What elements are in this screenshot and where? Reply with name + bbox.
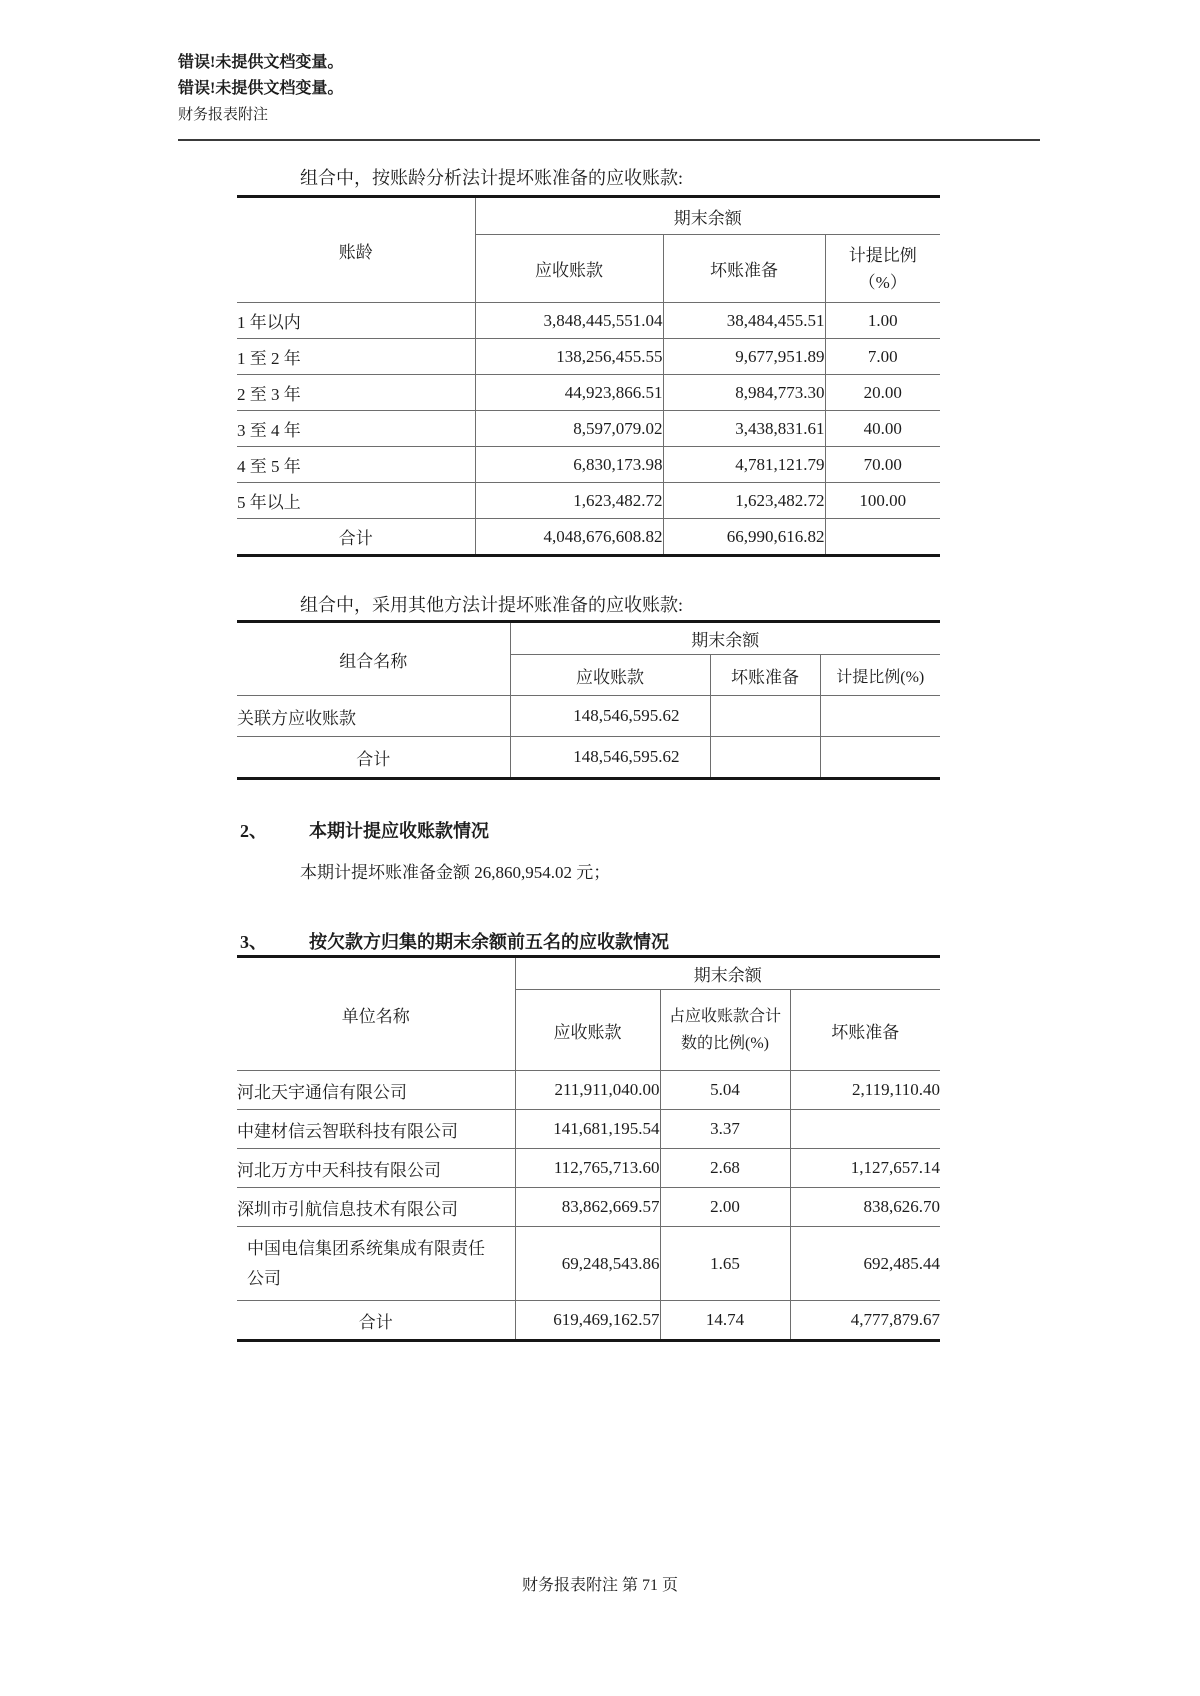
cell-receivable: 3,848,445,551.04 <box>475 303 663 339</box>
table-row <box>237 411 940 447</box>
cell-age: 4 至 5 年 <box>237 447 475 483</box>
table-row <box>237 197 940 235</box>
table-row <box>237 375 940 411</box>
cell-name: 中建材信云智联科技有限公司 <box>237 1110 515 1149</box>
col-header-name: 组合名称 <box>339 651 408 671</box>
section-3-title: 按欠款方归集的期末余额前五名的应收款情况 <box>309 932 669 952</box>
cell-bad-debt <box>710 696 820 737</box>
cell-bad-debt-total: 4,777,879.67 <box>790 1301 940 1341</box>
col-header-ratio <box>825 235 940 303</box>
cell-receivable: 211,911,040.00 <box>515 1071 660 1110</box>
col-header-bad-debt: 坏账准备 <box>710 655 820 696</box>
section-2-title: 本期计提应收账款情况 <box>309 821 489 841</box>
cell-receivable-total: 148,546,595.62 <box>510 737 710 779</box>
table-row <box>237 1149 940 1188</box>
cell-bad-debt: 838,626.70 <box>790 1188 940 1227</box>
section-2-heading <box>240 817 489 843</box>
ratio-line1: 计提比例 <box>848 245 917 265</box>
cell-receivable: 8,597,079.02 <box>475 411 663 447</box>
cell-bad-debt: 1,623,482.72 <box>663 483 825 519</box>
col-header-ratio: 计提比例(%) <box>820 655 940 696</box>
total-row <box>237 737 940 779</box>
cell-ratio: 2.68 <box>660 1149 790 1188</box>
cell-receivable: 112,765,713.60 <box>515 1149 660 1188</box>
cell-total-label: 合计 <box>237 1301 515 1341</box>
group-header-cell: 期末余额 <box>510 622 940 655</box>
cell-bad-debt-total <box>710 737 820 779</box>
cell-name: 河北天宇通信有限公司 <box>237 1071 515 1110</box>
cell-ratio: 40.00 <box>825 411 940 447</box>
cell-ratio: 100.00 <box>825 483 940 519</box>
cell-name: 关联方应收账款 <box>237 696 510 737</box>
cell-ratio: 3.37 <box>660 1110 790 1149</box>
cell-total-label: 合计 <box>237 519 475 556</box>
col-header-ratio: 占应收账款合计数的比例(%) <box>660 990 790 1071</box>
table-row <box>237 1071 940 1110</box>
cell-ratio: 7.00 <box>825 339 940 375</box>
table-row <box>237 957 940 990</box>
cell-ratio: 1.00 <box>825 303 940 339</box>
cell-receivable: 69,248,543.86 <box>515 1227 660 1301</box>
total-row <box>237 519 940 556</box>
cell-bad-debt-total: 66,990,616.82 <box>663 519 825 556</box>
col-header-ratio-text <box>849 242 917 296</box>
section-2-body: 本期计提坏账准备金额 26,860,954.02 元； <box>300 863 611 882</box>
cell-ratio: 20.00 <box>825 375 940 411</box>
section-3-heading <box>240 928 669 954</box>
cell-bad-debt: 1,127,657.14 <box>790 1149 940 1188</box>
other-method-table <box>237 620 940 780</box>
header-rule <box>178 139 1040 141</box>
cell-ratio-total <box>825 519 940 556</box>
table-row <box>237 483 940 519</box>
col-header-receivable: 应收账款 <box>515 990 660 1071</box>
section-2-number: 2、 <box>240 821 267 841</box>
table-row <box>237 622 940 655</box>
header-line-2: 错误!未提供文档变量。 <box>178 80 344 97</box>
cell-bad-debt: 9,677,951.89 <box>663 339 825 375</box>
cell-ratio-total: 14.74 <box>660 1301 790 1341</box>
cell-receivable: 1,623,482.72 <box>475 483 663 519</box>
cell-bad-debt <box>790 1110 940 1149</box>
cell-age: 1 至 2 年 <box>237 339 475 375</box>
table-row <box>237 303 940 339</box>
col-header-name: 单位名称 <box>341 1006 410 1026</box>
table-row <box>237 447 940 483</box>
header-line-3: 财务报表附注 <box>178 107 269 123</box>
table-row <box>237 1227 940 1301</box>
table-row <box>237 339 940 375</box>
cell-receivable: 138,256,455.55 <box>475 339 663 375</box>
group-header-cell: 期末余额 <box>515 957 940 990</box>
cell-age: 3 至 4 年 <box>237 411 475 447</box>
cell-age: 2 至 3 年 <box>237 375 475 411</box>
col-header-bad-debt: 坏账准备 <box>663 235 825 303</box>
col-header-receivable: 应收账款 <box>510 655 710 696</box>
doc-header <box>178 50 343 128</box>
table-row <box>237 1188 940 1227</box>
aging-table <box>237 195 940 557</box>
cell-receivable-total: 4,048,676,608.82 <box>475 519 663 556</box>
table-row <box>237 1110 940 1149</box>
col-header-bad-debt: 坏账准备 <box>790 990 940 1071</box>
cell-ratio-total <box>820 737 940 779</box>
cell-receivable: 148,546,595.62 <box>510 696 710 737</box>
aging-table-title: 组合中，按账龄分析法计提坏账准备的应收账款: <box>300 168 683 188</box>
cell-receivable: 6,830,173.98 <box>475 447 663 483</box>
total-row <box>237 1301 940 1341</box>
cell-bad-debt: 8,984,773.30 <box>663 375 825 411</box>
cell-ratio: 5.04 <box>660 1071 790 1110</box>
page-footer: 财务报表附注 第 71 页 <box>521 1577 678 1594</box>
section-3-number: 3、 <box>240 932 267 952</box>
cell-ratio: 1.65 <box>660 1227 790 1301</box>
cell-bad-debt: 4,781,121.79 <box>663 447 825 483</box>
cell-receivable: 44,923,866.51 <box>475 375 663 411</box>
cell-ratio: 70.00 <box>825 447 940 483</box>
cell-bad-debt: 2,119,110.40 <box>790 1071 940 1110</box>
cell-receivable: 141,681,195.54 <box>515 1110 660 1149</box>
cell-total-label: 合计 <box>237 737 510 779</box>
other-table-title: 组合中，采用其他方法计提坏账准备的应收账款: <box>300 595 683 615</box>
table-row <box>237 696 940 737</box>
group-header-cell: 期末余额 <box>475 197 940 235</box>
col-header-age: 账龄 <box>338 242 373 262</box>
top-five-table <box>237 955 940 1342</box>
header-line-1: 错误!未提供文档变量。 <box>178 54 344 71</box>
cell-age: 1 年以内 <box>237 303 475 339</box>
cell-name: 河北万方中天科技有限公司 <box>237 1149 515 1188</box>
cell-name: 中国电信集团系统集成有限责任公司 <box>237 1227 515 1301</box>
col-header-receivable: 应收账款 <box>475 235 663 303</box>
cell-bad-debt: 3,438,831.61 <box>663 411 825 447</box>
cell-ratio <box>820 696 940 737</box>
cell-bad-debt: 38,484,455.51 <box>663 303 825 339</box>
cell-bad-debt: 692,485.44 <box>790 1227 940 1301</box>
cell-name: 深圳市引航信息技术有限公司 <box>237 1188 515 1227</box>
cell-ratio: 2.00 <box>660 1188 790 1227</box>
cell-receivable: 83,862,669.57 <box>515 1188 660 1227</box>
cell-age: 5 年以上 <box>237 483 475 519</box>
ratio-line2: （%） <box>858 272 907 292</box>
cell-receivable-total: 619,469,162.57 <box>515 1301 660 1341</box>
